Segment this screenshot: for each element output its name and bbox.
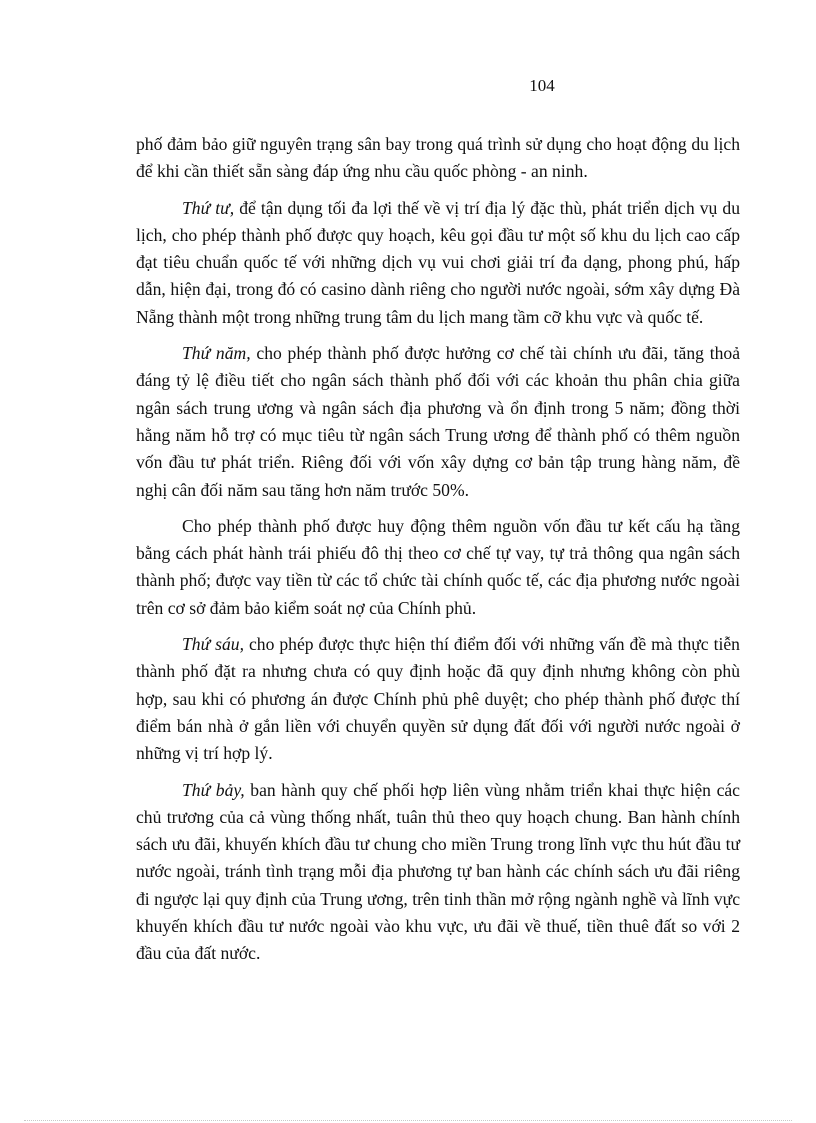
paragraph-thu-nam [136, 340, 740, 504]
paragraph-lead: Thứ năm, [182, 343, 251, 364]
paragraph-huy-dong-von [136, 513, 740, 622]
paragraph-thu-bay [136, 777, 740, 968]
paragraph-text: ban hành quy chế phối hợp liên vùng nhằm triển khai thực hiện các chủ trương của cả vùng thống nhất, tuân thủ theo quy hoạch chung. Ban hành chính sách ưu đãi, khuyến khích đầu tư chung cho miền Trung trong lĩnh vực thu hút đầu tư nước ngoài, tránh tình trạng mỗi địa phương tự ban hành các chính sách ưu đãi riêng đi ngược lại quy định của Trung ương, trên tinh thần mở rộng ngành nghề và lĩnh vực khuyến khích đầu tư nước ngoài vào khu vực, ưu đãi về thuế, tiền thuê đất so với 2 đầu của đất nước. [136, 779, 740, 964]
paragraph-text: phố đảm bảo giữ nguyên trạng sân bay trong quá trình sử dụng cho hoạt động du lịch để khi cần thiết sẵn sàng đáp ứng nhu cầu quốc phòng - an ninh. [136, 134, 740, 182]
paragraph-continued [136, 131, 740, 186]
paragraph-text: cho phép được thực hiện thí điểm đối với những vấn đề mà thực tiễn thành phố đặt ra nhưng chưa có quy định hoặc đã quy định nhưng không còn phù hợp, sau khi có phương án được Chính phủ phê duyệt; cho phép thành phố được thí điểm bán nhà ở gắn liền với chuyển quyền sử dụng đất đối với người nước ngoài ở những vị trí hợp lý. [136, 634, 740, 764]
paragraph-text: để tận dụng tối đa lợi thế về vị trí địa lý đặc thù, phát triển dịch vụ du lịch, cho phép thành phố được quy hoạch, kêu gọi đầu tư một số khu du lịch cao cấp đạt tiêu chuẩn quốc tế với những dịch vụ vui chơi giải trí đa dạng, phong phú, hấp dẫn, hiện đại, trong đó có casino dành riêng cho người nước ngoài, sớm xây dựng Đà Nẵng thành một trong những trung tâm du lịch mang tầm cỡ khu vực và quốc tế. [136, 197, 740, 327]
page-number: 104 [529, 76, 555, 95]
paragraph-text: cho phép thành phố được hưởng cơ chế tài chính ưu đãi, tăng thoả đáng tỷ lệ điều tiết cho ngân sách thành phố đối với các khoản thu phân chia giữa ngân sách trung ương và ngân sách địa phương và ổn định trong 5 năm; đồng thời hằng năm hỗ trợ có mục tiêu từ ngân sách Trung ương để thành phố có thêm nguồn vốn đầu tư phát triển. Riêng đối với vốn xây dựng cơ bản tập trung hàng năm, đề nghị cân đối năm sau tăng hơn năm trước 50%. [136, 343, 740, 500]
paragraph-thu-tu [136, 195, 740, 331]
paragraph-lead: Thứ tư, [182, 197, 235, 218]
paragraph-text: Cho phép thành phố được huy động thêm nguồn vốn đầu tư kết cấu hạ tầng bằng cách phát hành trái phiếu đô thị theo cơ chế tự vay, tự trả thông qua ngân sách thành phố; được vay tiền từ các tổ chức tài chính quốc tế, các địa phương nước ngoài trên cơ sở đảm bảo kiểm soát nợ của Chính phủ. [136, 515, 740, 618]
paragraph-lead: Thứ sáu, [182, 634, 244, 655]
paragraph-thu-sau [136, 631, 740, 767]
paragraph-lead: Thứ bảy, [182, 779, 245, 800]
page-bottom-divider [24, 1120, 792, 1121]
document-body [136, 131, 740, 977]
